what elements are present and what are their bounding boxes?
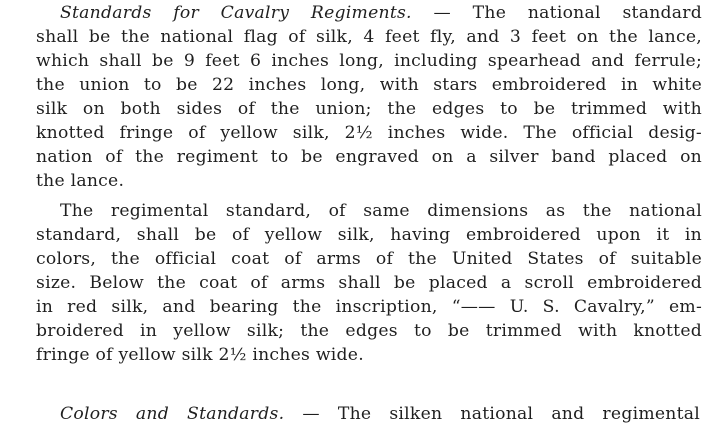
paragraph-3-line-1-text: — The silken national and regimental [284, 404, 701, 424]
paragraph-2-line-5: in red silk, and bearing the inscription, “—— U. S. Cavalry,” em- [36, 297, 702, 317]
paragraph-2-line-6: broidered in yellow silk; the edges to be trimmed with knotted [36, 321, 702, 341]
paragraph-1-line-7: nation of the regiment to be engraved on a silver band placed on [36, 147, 702, 167]
paragraph-1-line-8: the lance. [36, 171, 125, 191]
paragraph-2-line-1: The regimental standard, of same dimensions as the national [60, 201, 702, 221]
paragraph-2-line-2: standard, shall be of yellow silk, having embroidered upon it in [36, 225, 702, 245]
paragraph-2-line-3: colors, the official coat of arms of the United States of suitable [36, 249, 702, 269]
paragraph-1-line-4: the union to be 22 inches long, with stars embroidered in white [36, 75, 702, 95]
paragraph-1-line-6: knotted fringe of yellow silk, 2½ inches wide. The official desig- [36, 123, 702, 143]
paragraph-1-line-2: shall be the national flag of silk, 4 feet fly, and 3 feet on the lance, [36, 27, 702, 47]
paragraph-3-line-1 [60, 402, 700, 426]
paragraph-2-line-4: size. Below the coat of arms shall be placed a scroll embroidered [36, 273, 702, 293]
paragraph-1-line-5: silk on both sides of the union; the edges to be trimmed with [36, 99, 702, 119]
section-title-colors-and-standards: Colors and Standards. [60, 404, 285, 424]
paragraph-2-line-7: fringe of yellow silk 2½ inches wide. [36, 345, 364, 365]
paragraph-1-line-1-text: — The national standard [411, 3, 702, 23]
section-title-cavalry-standards: Standards for Cavalry Regiments. [60, 3, 412, 23]
paragraph-1-line-3: which shall be 9 feet 6 inches long, including spearhead and ferrule; [36, 51, 702, 71]
paragraph-1-line-1 [60, 1, 702, 25]
